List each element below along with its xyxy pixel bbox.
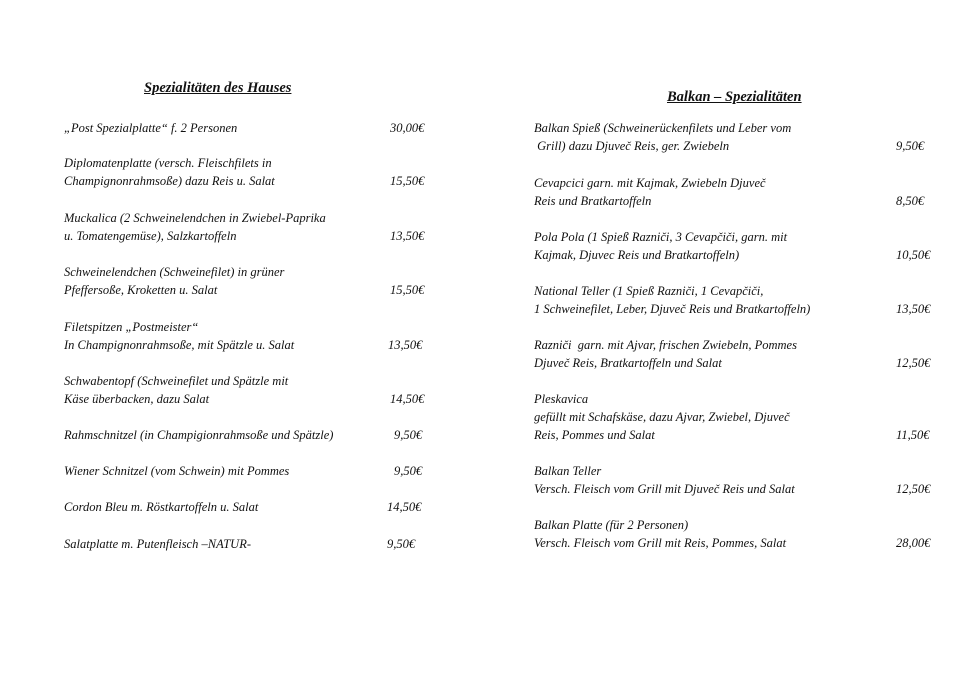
item-price: 9,50€ <box>387 537 416 551</box>
item-price: 8,50€ <box>896 194 925 208</box>
item-description-line: Balkan Teller <box>534 464 602 478</box>
item-description-line: Schweinelendchen (Schweinefilet) in grüner <box>64 265 285 279</box>
menu-item <box>64 372 444 408</box>
menu-item <box>64 318 444 354</box>
section-title: Balkan – Spezialitäten <box>667 89 802 105</box>
item-price: 15,50€ <box>390 283 425 297</box>
section-title: Spezialitäten des Hauses <box>144 80 292 96</box>
menu-item <box>64 209 444 245</box>
menu-item <box>534 390 944 444</box>
item-price: 9,50€ <box>896 139 925 153</box>
item-description-line: Reis und Bratkartoffeln <box>534 194 652 208</box>
item-description-line: Rahmschnitzel (in Champigionrahmsoße und Spätzle) <box>64 428 334 442</box>
item-description-line: „Post Spezialplatte“ f. 2 Personen <box>64 121 238 135</box>
item-description-line: Muckalica (2 Schweinelendchen in Zwiebel-Paprika <box>64 211 326 225</box>
item-description-line: Djuveč Reis, Bratkartoffeln und Salat <box>534 356 722 370</box>
item-price: 15,50€ <box>390 174 425 188</box>
item-description-line: Salatplatte m. Putenfleisch –NATUR- <box>64 537 252 551</box>
item-description-line: Cevapcici garn. mit Kajmak, Zwiebeln Djuveč <box>534 176 766 190</box>
item-description-line: Grill) dazu Djuveč Reis, ger. Zwiebeln <box>534 139 730 153</box>
item-description-line: Filetspitzen „Postmeister“ <box>64 320 199 334</box>
item-description-line: Kajmak, Djuvec Reis und Bratkartoffeln) <box>534 248 740 262</box>
item-price: 13,50€ <box>390 229 425 243</box>
menu-item <box>64 535 444 553</box>
item-description-line: Pleskavica <box>534 392 589 406</box>
item-description-line: Käse überbacken, dazu Salat <box>64 392 210 406</box>
item-description-line: Reis, Pommes und Salat <box>534 428 655 442</box>
item-description-line: Versch. Fleisch vom Grill mit Djuveč Reis und Salat <box>534 482 795 496</box>
item-price: 10,50€ <box>896 248 931 262</box>
menu-item <box>64 119 444 137</box>
item-description-line: Pola Pola (1 Spieß Razniči, 3 Cevapčiči, garn. mit <box>534 230 788 244</box>
item-description-line: Balkan Platte (für 2 Personen) <box>534 518 689 532</box>
menu-item <box>534 119 944 155</box>
item-price: 12,50€ <box>896 356 931 370</box>
item-description-line: Razniči garn. mit Ajvar, frischen Zwiebeln, Pommes <box>534 338 797 352</box>
item-price: 9,50€ <box>394 428 423 442</box>
item-price: 14,50€ <box>390 392 425 406</box>
menu-item <box>64 154 444 190</box>
menu-item <box>64 462 444 480</box>
menu-item <box>534 462 944 498</box>
menu-item <box>534 282 944 318</box>
item-description-line: Diplomatenplatte (versch. Fleischfilets in <box>64 156 272 170</box>
menu-item <box>64 498 444 516</box>
item-price: 12,50€ <box>896 482 931 496</box>
item-description-line: In Champignonrahmsoße, mit Spätzle u. Salat <box>64 338 295 352</box>
item-price: 13,50€ <box>388 338 423 352</box>
item-description-line: u. Tomatengemüse), Salzkartoffeln <box>64 229 237 243</box>
item-description-line: Versch. Fleisch vom Grill mit Reis, Pommes, Salat <box>534 536 787 550</box>
item-description-line: National Teller (1 Spieß Razniči, 1 Cevapčiči, <box>534 284 764 298</box>
item-price: 13,50€ <box>896 302 931 316</box>
item-description-line: 1 Schweinefilet, Leber, Djuveč Reis und Bratkartoffeln) <box>534 302 811 316</box>
menu-item <box>534 336 944 372</box>
item-price: 9,50€ <box>394 464 423 478</box>
item-description-line: Pfeffersoße, Kroketten u. Salat <box>64 283 218 297</box>
item-description-line: Champignonrahmsoße) dazu Reis u. Salat <box>64 174 275 188</box>
item-price: 11,50€ <box>896 428 930 442</box>
menu-item <box>64 263 444 299</box>
item-price: 28,00€ <box>896 536 931 550</box>
item-description-line: gefüllt mit Schafskäse, dazu Ajvar, Zwiebel, Djuveč <box>534 410 790 424</box>
item-price: 30,00€ <box>390 121 425 135</box>
item-description-line: Wiener Schnitzel (vom Schwein) mit Pommes <box>64 464 290 478</box>
menu-item <box>534 516 944 552</box>
item-price: 14,50€ <box>387 500 422 514</box>
menu-item <box>64 426 444 444</box>
item-description-line: Schwabentopf (Schweinefilet und Spätzle mit <box>64 374 289 388</box>
item-description-line: Cordon Bleu m. Röstkartoffeln u. Salat <box>64 500 259 514</box>
menu-item <box>534 228 944 264</box>
item-description-line: Balkan Spieß (Schweinerückenfilets und Leber vom <box>534 121 792 135</box>
menu-item <box>534 174 944 210</box>
